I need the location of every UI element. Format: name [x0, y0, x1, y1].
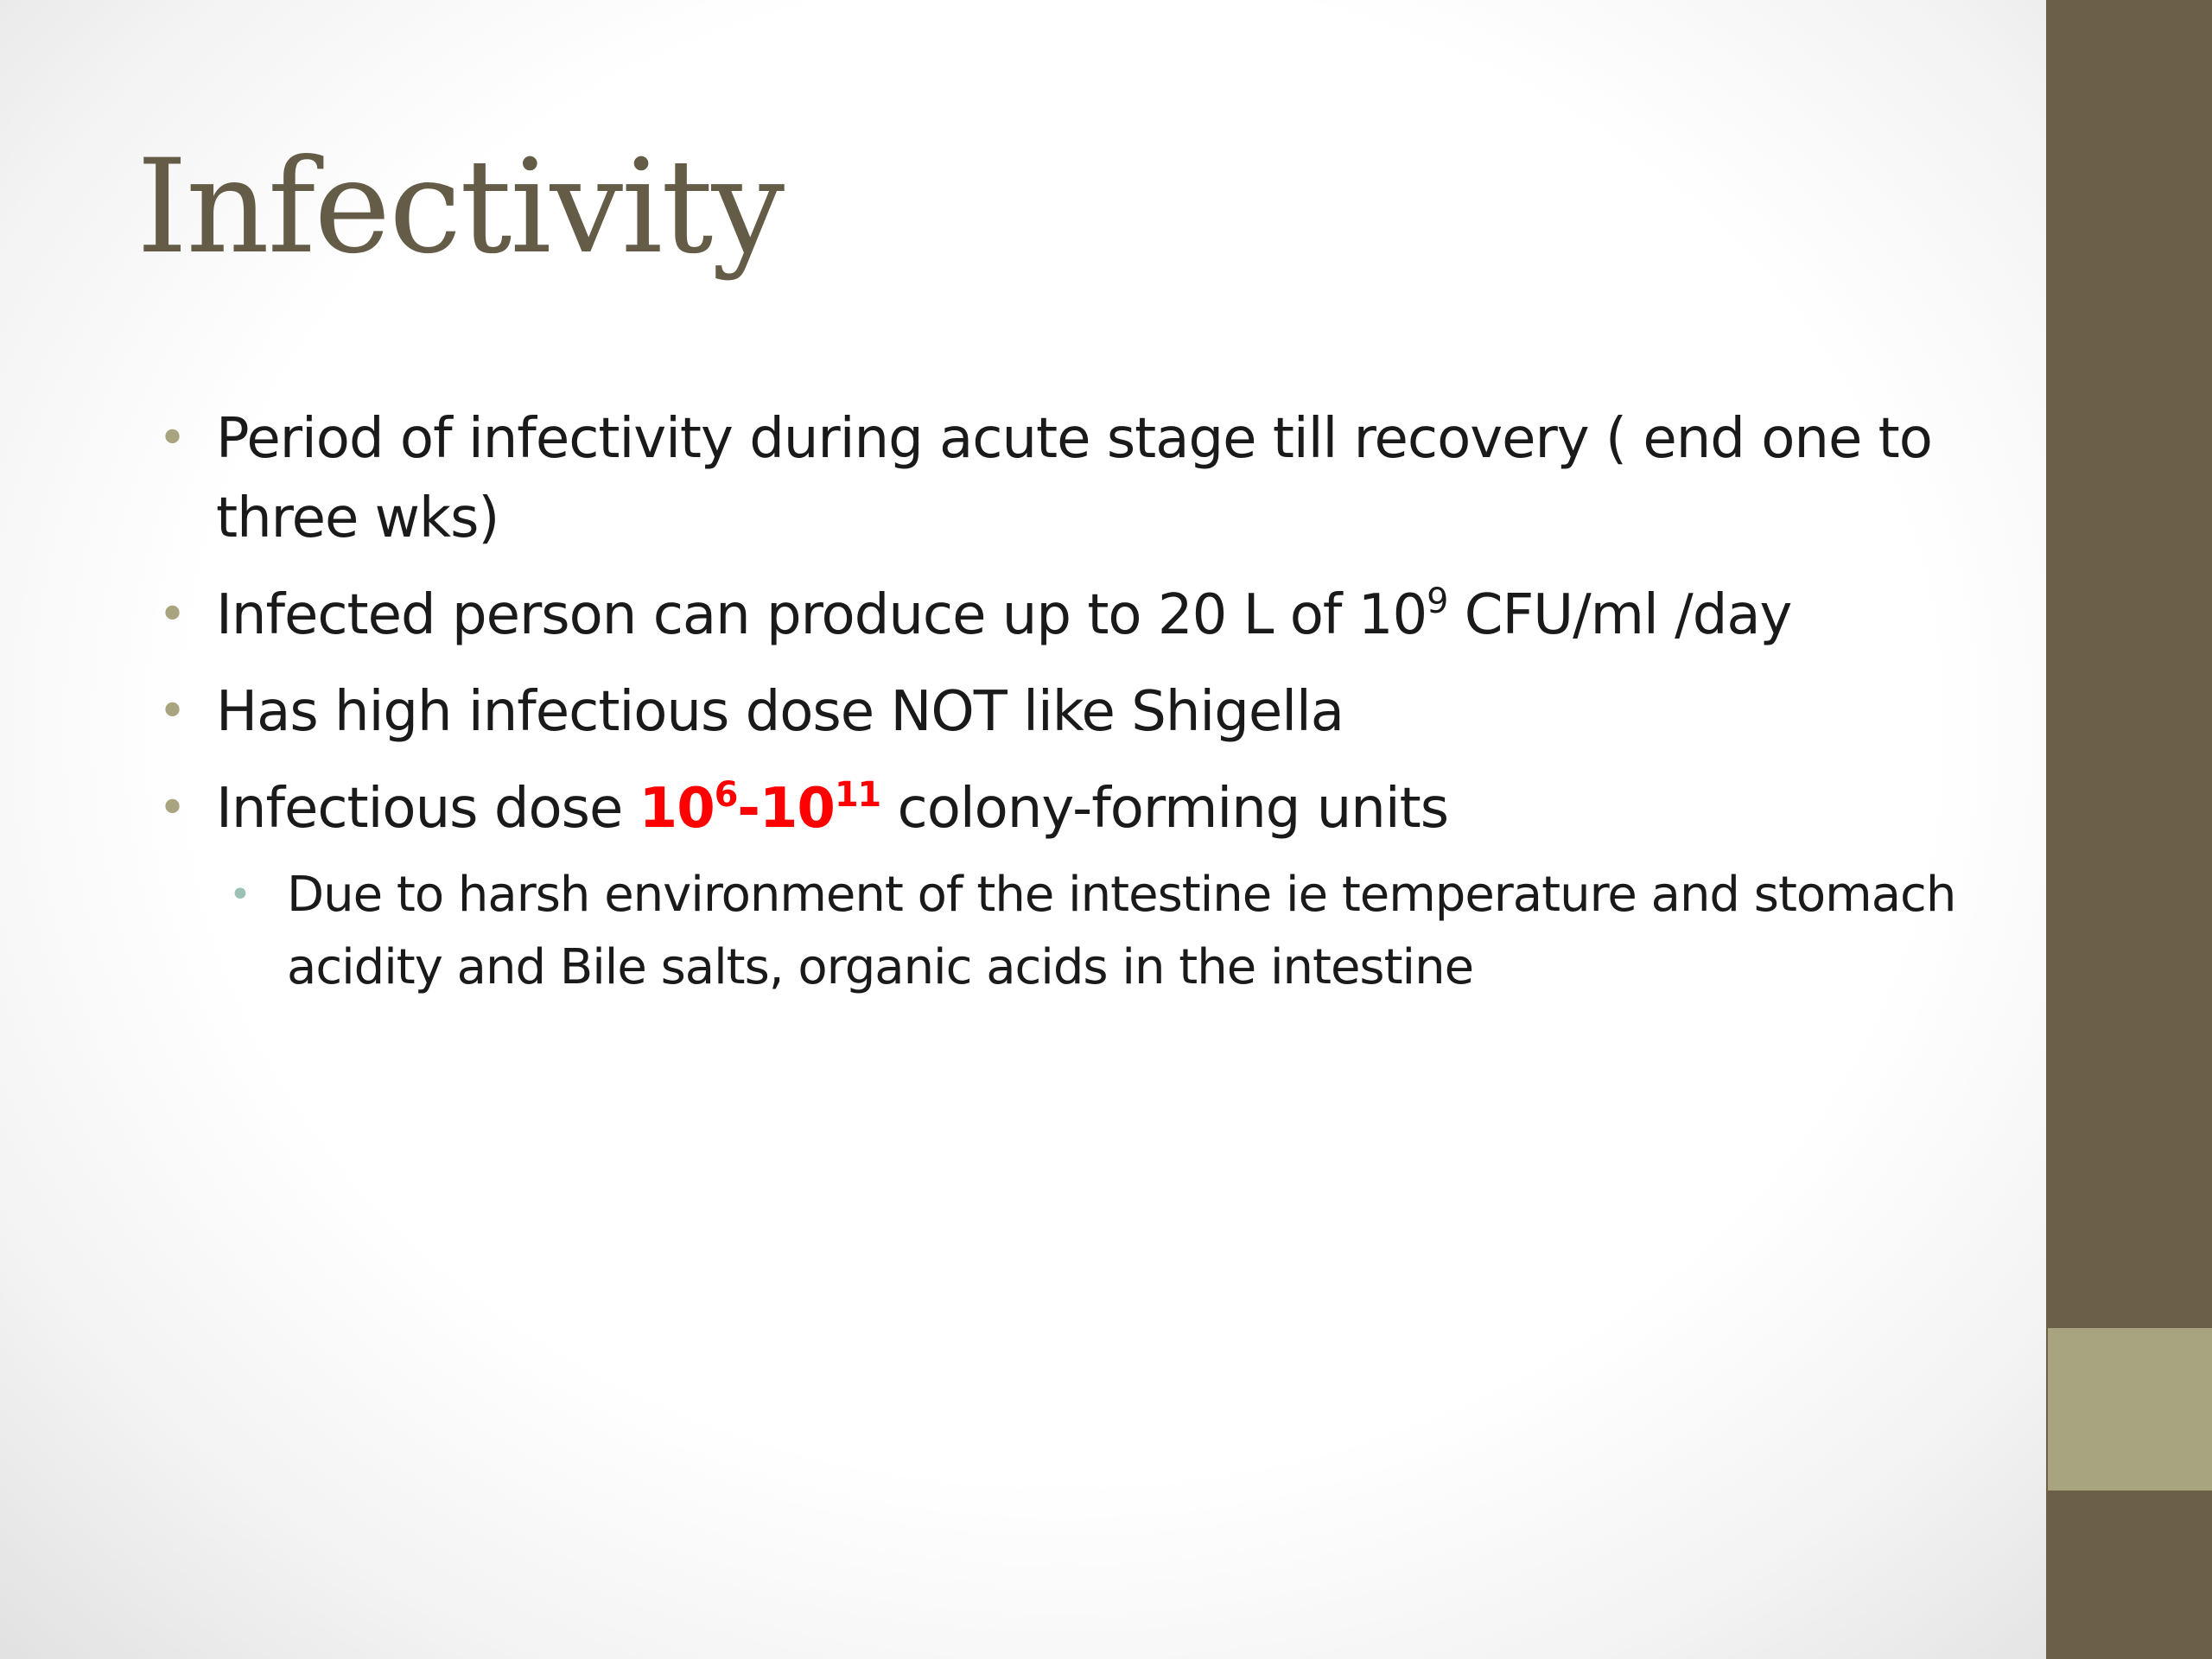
bullet-text: Period of infectivity during acute stage till recovery ( end one to three wks): [216, 407, 1932, 550]
sub-bullet-text: Due to harsh environment of the intestine ie temperature and stomach acidity and Bile salts, organic acids in the intestine: [287, 867, 1956, 995]
bullet-item-high-dose: [158, 672, 1964, 752]
bullet-icon: •: [158, 410, 187, 467]
bullet-item-infectious-dose: [158, 769, 1964, 849]
sub-bullet-icon: •: [229, 873, 251, 917]
bullet-text-tail: CFU/ml /day: [1447, 583, 1792, 647]
dose-exponent-1: 6: [714, 774, 738, 815]
bullet-item-production: [158, 575, 1964, 655]
bullet-icon: •: [158, 587, 187, 643]
bullet-icon: •: [158, 683, 187, 740]
bullet-item-infectivity-period: [158, 399, 1964, 558]
dose-base-2: -10: [737, 777, 835, 841]
bullet-icon: •: [158, 780, 187, 836]
bullet-text: Infected person can produce up to 20 L of 10: [216, 583, 1427, 647]
sub-bullet-item-harsh-environment: [229, 859, 1964, 1004]
dose-range-highlight: [639, 774, 881, 841]
bullet-list: [158, 399, 1964, 1021]
slide-title: Infectivity: [137, 132, 784, 283]
dose-exponent-2: 11: [834, 774, 881, 815]
dose-base-1: 10: [639, 777, 715, 841]
bullet-text: Has high infectious dose NOT like Shigella: [216, 680, 1344, 744]
bullet-text-tail: colony-forming units: [880, 777, 1449, 841]
bullet-text: Infectious dose: [216, 777, 639, 841]
side-accent-block: [2048, 1328, 2212, 1491]
exponent: 9: [1427, 581, 1448, 621]
